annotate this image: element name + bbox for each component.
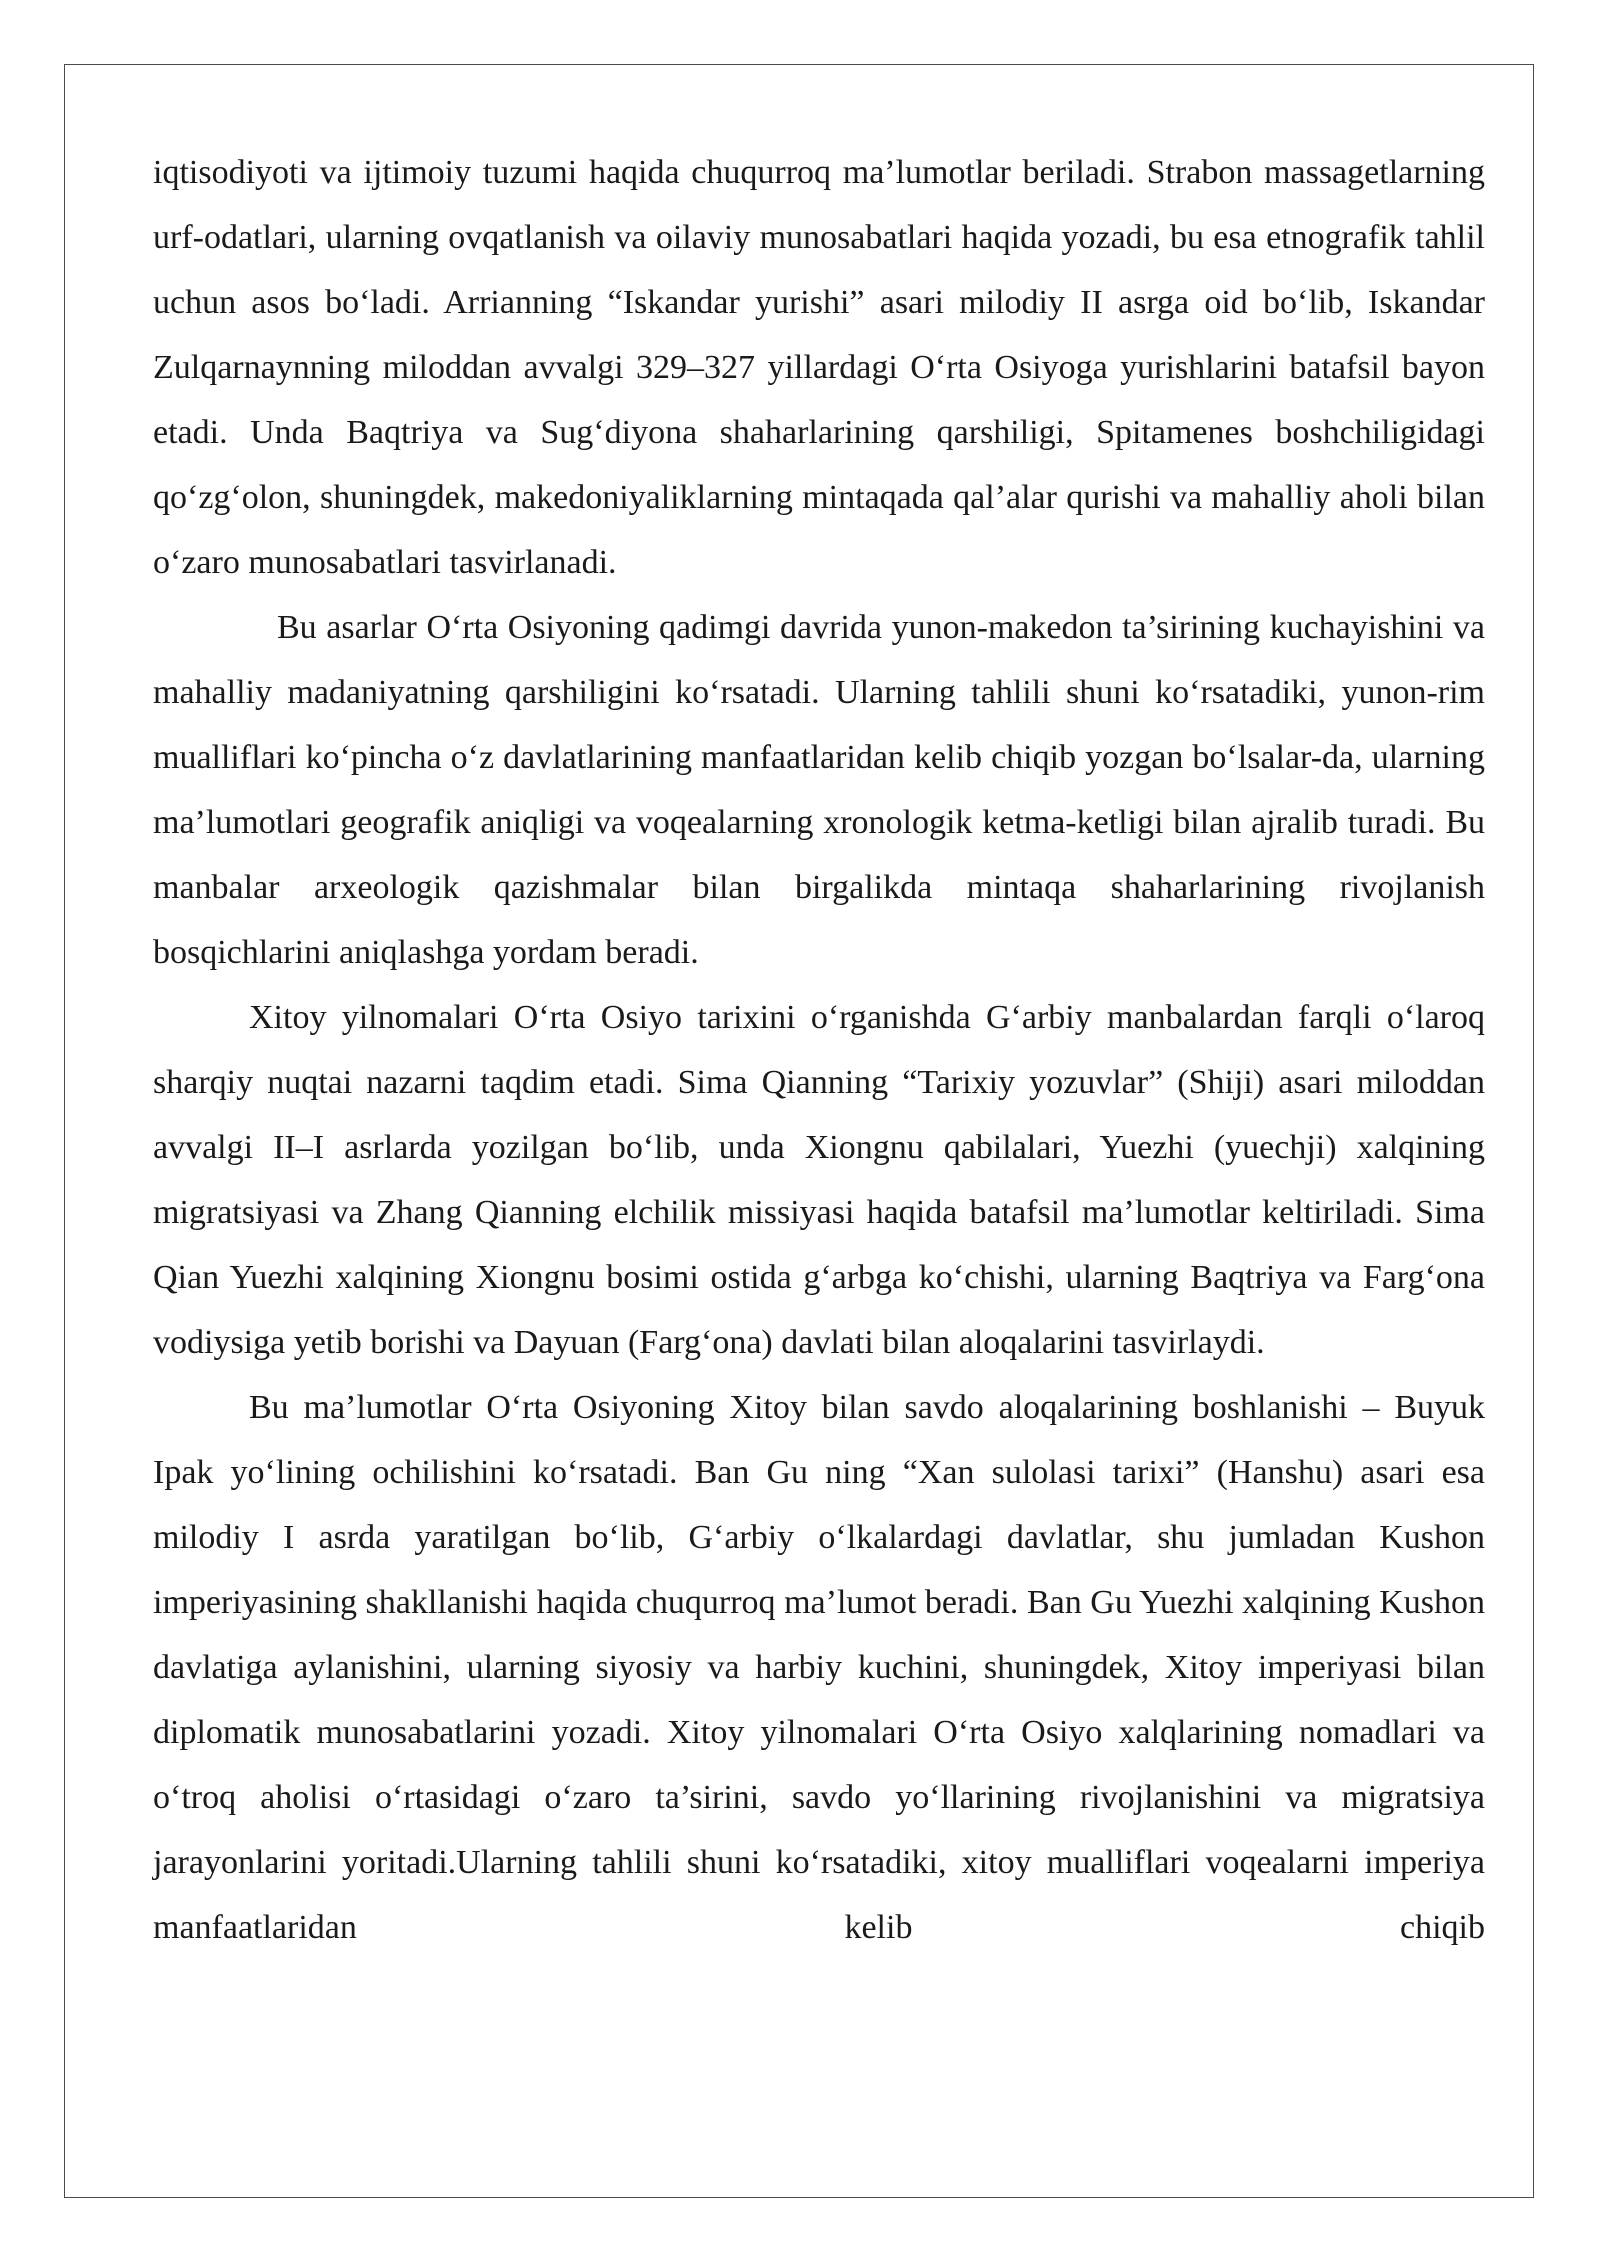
paragraph-1: iqtisodiyoti va ijtimoiy tuzumi haqida chuqurroq ma’lumotlar beriladi. Strabon massagetlarning urf-odatlari, ularning ovqatlanish va oilaviy munosabatlari haqida yozadi, bu esa etnografik tahlil uchun asos bo‘ladi. Arrianning “Iskandar yurishi” asari milodiy II asrga oid bo‘lib, Iskandar Zulqarnaynning miloddan avvalgi 329–327 yillardagi O‘rta Osiyoga yurishlarini batafsil bayon etadi. Unda Baqtriya va Sug‘diyona shaharlarining qarshiligi, Spitamenes boshchiligidagi qo‘zg‘olon, shuningdek, makedoniyaliklarning mintaqada qal’alar qurishi va mahalliy aholi bilan o‘zaro munosabatlari tasvirlanadi. [153, 154, 1485, 581]
document-body [153, 140, 1485, 1960]
paragraph-2: Bu asarlar O‘rta Osiyoning qadimgi davrida yunon-makedon ta’sirining kuchayishini va mahalliy madaniyatning qarshiligini ko‘rsatadi. Ularning tahlili shuni ko‘rsatadiki, yunon-rim mualliflari ko‘pincha o‘z davlatlarining manfaatlaridan kelib chiqib yozgan bo‘lsalar-da, ularning ma’lumotlari geografik aniqligi va voqealarning xronologik ketma-ketligi bilan ajralib turadi. Bu manbalar arxeologik qazishmalar bilan birgalikda mintaqa shaharlarining rivojlanish bosqichlarini aniqlashga yordam beradi. [153, 609, 1485, 971]
paragraph-4: Bu ma’lumotlar O‘rta Osiyoning Xitoy bilan savdo aloqalarining boshlanishi – Buyuk Ipak yo‘lining ochilishini ko‘rsatadi. Ban Gu ning “Xan sulolasi tarixi” (Hanshu) asari esa milodiy I asrda yaratilgan bo‘lib, G‘arbiy o‘lkalardagi davlatlar, shu jumladan Kushon imperiyasining shakllanishi haqida chuqurroq ma’lumot beradi. Ban Gu Yuezhi xalqining Kushon davlatiga aylanishini, ularning siyosiy va harbiy kuchini, shuningdek, Xitoy imperiyasi bilan diplomatik munosabatlarini yozadi. Xitoy yilnomalari O‘rta Osiyo xalqlarining nomadlari va o‘troq aholisi o‘rtasidagi o‘zaro ta’sirini, savdo yo‘llarining rivojlanishini va migratsiya jarayonlarini yoritadi.Ularning tahlili shuni ko‘rsatadiki, xitoy mualliflari voqealarni imperiya manfaatlaridan kelib chiqib [153, 1389, 1485, 1946]
paragraph-3: Xitoy yilnomalari O‘rta Osiyo tarixini o‘rganishda G‘arbiy manbalardan farqli o‘laroq sharqiy nuqtai nazarni taqdim etadi. Sima Qianning “Tarixiy yozuvlar” (Shiji) asari miloddan avvalgi II–I asrlarda yozilgan bo‘lib, unda Xiongnu qabilalari, Yuezhi (yuechji) xalqining migratsiyasi va Zhang Qianning elchilik missiyasi haqida batafsil ma’lumotlar keltiriladi. Sima Qian Yuezhi xalqining Xiongnu bosimi ostida g‘arbga ko‘chishi, ularning Baqtriya va Farg‘ona vodiysiga yetib borishi va Dayuan (Farg‘ona) davlati bilan aloqalarini tasvirlaydi. [153, 999, 1485, 1361]
